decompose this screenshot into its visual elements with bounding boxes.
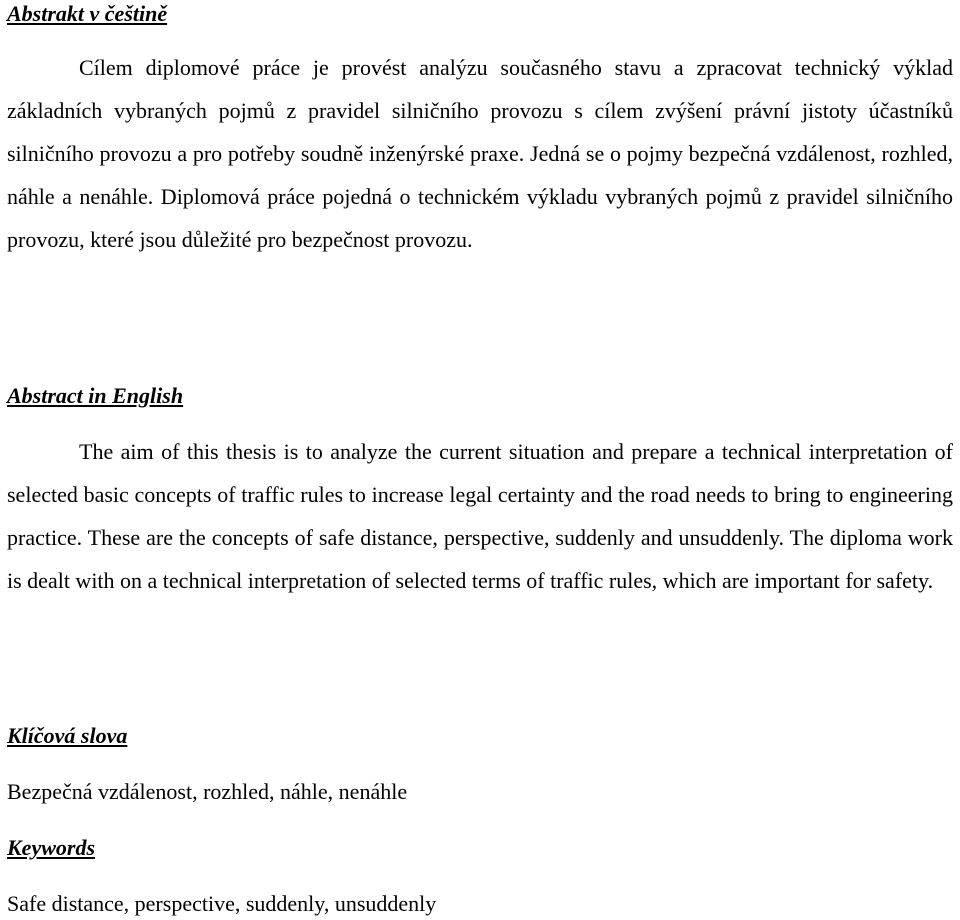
- abstract-en-paragraph: The aim of this thesis is to analyze the current situation and prepare a technical interpretation of selected basic concepts of traffic rules to increase legal certainty and the road needs to bring to engineering practice. These are the concepts of safe distance, perspective, suddenly and unsuddenly. The diploma work is dealt with on a technical interpretation of selected terms of traffic rules, which are important for safety.: [7, 439, 953, 593]
- keywords-en-list: Safe distance, perspective, suddenly, unsuddenly: [7, 891, 437, 916]
- keywords-cz-heading: Klíčová slova: [7, 723, 128, 748]
- abstract-cz-heading: Abstrakt v češtině: [7, 1, 168, 26]
- abstract-en-heading: Abstract in English: [7, 383, 184, 408]
- keywords-cz-list: Bezpečná vzdálenost, rozhled, náhle, nenáhle: [7, 779, 408, 804]
- keywords-en-heading: Keywords: [7, 835, 95, 860]
- abstract-cz-paragraph: Cílem diplomové práce je provést analýzu současného stavu a zpracovat technický výklad základních vybraných pojmů z pravidel silničního provozu s cílem zvýšení právní jistoty účastníků silničního provozu a pro potřeby soudně inženýrské praxe. Jedná se o pojmy bezpečná vzdálenost, rozhled, náhle a nenáhle. Diplomová práce pojedná o technickém výkladu vybraných pojmů z pravidel silničního provozu, které jsou důležité pro bezpečnost provozu.: [7, 55, 953, 252]
